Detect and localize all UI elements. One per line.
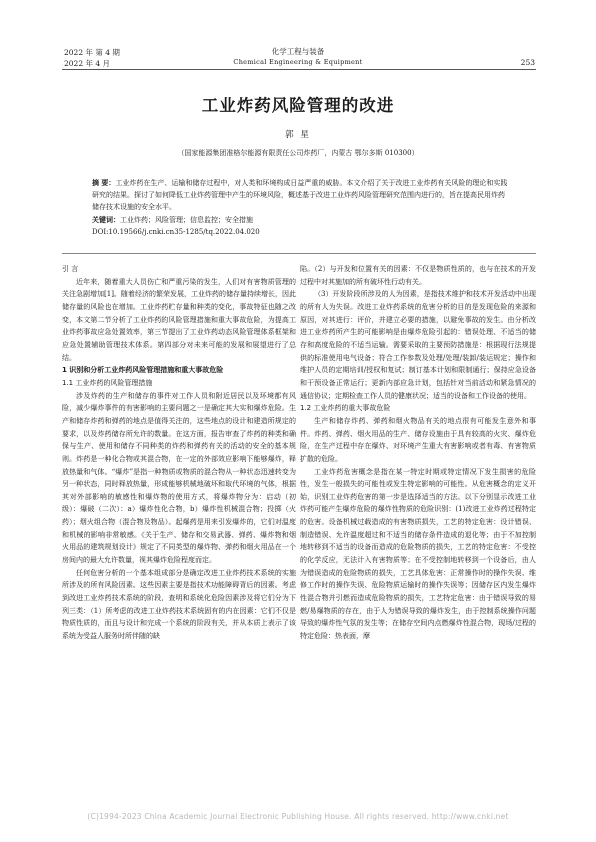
journal-name-cn: 化学工程与装备	[271, 47, 325, 56]
doi-link[interactable]: DOI:10.19566/j.cnki.cn35-1285/tq.2022.04.020	[92, 227, 260, 236]
article-author: 郭 星	[285, 130, 311, 140]
abstract-label: 摘 要：	[92, 179, 116, 187]
running-header	[0, 0, 596, 72]
abstract-text: 工业炸药在生产、运输和储存过程中，对人类和环境构成日益严重的威胁。本文介绍了关于改进工业炸药有关风险的理论和实践研究的结果。探讨了如何降低工业炸药管理中产生的环境风险，概述基于改进工业炸药风险管理研究范围内进行的，旨在提高民用炸药储存技术设施的安全水平。	[92, 179, 508, 212]
continued-paragraph: 陷。（2）与开发和位置有关的因素：不仅是物质性质的，也与在技术的开发过程中对其施加的所有破坏性行动有关。	[300, 265, 536, 286]
page-number: 253	[520, 58, 535, 67]
keywords-label: 关键词：	[92, 215, 120, 224]
section-1-2-paragraph-1: 生产和储存炸药、弹药和烟火物品有关的地点很有可能发生意外和事件。炸药、弹药、烟火用品的生产、储存设施由于具有较高的火灾、爆炸危险，在生产过程中存在爆炸、对环境产生重大有害影响或者有毒、有害物质扩散的危险。	[300, 416, 536, 463]
keywords-text: 工业炸药；风险管理；信息监控；安全措施	[120, 215, 253, 224]
abstract-block	[92, 177, 508, 238]
author-affiliation: （国家能源集团准格尔能源有限责任公司炸药厂，内蒙古 鄂尔多斯 010300）	[177, 149, 419, 157]
section-1-1-paragraph-1: 涉及炸药的生产和储存的事件对工作人员和附近居民以及环境都有风险，减少爆炸事件的有害影响的主要问题之一是确定其大实和爆炸危险。生产和储存炸药和弹药的地点是值得关注的，这些地点的设计和建造所规定的要求，以及炸药储存所允许的数量。在这方面，报告审查了炸药的种类和确保与生产、使用和储存不同种类的炸药和弹药有关的活动的安全的基本规则。炸药是一种化合物或其混合物，在一定的外部效应影响下能够爆炸，释放热量和气体。“爆炸”是指一种物质或物质的混合物从一种状态迅速转变为另一种状态，同时释放热量，形成能够机械地破坏和取代环境的气体，根据其对外部影响的敏感性和爆炸物的使用方式，将爆炸物分为：启动（初级）：爆破（二次）：a）爆炸性化合物，b）爆炸性机械混合物；投掷（火药）；烟火组合物（混合物及物品）。起爆药是用来引发爆炸的，它们对温度和机械的影响非常敏感。《关于生产、储存和交易武器、弹药、爆炸物和烟火用品的建筑规划设计》规定了不同类型的爆炸物、弹药和烟火用品在一个房间内的最大允许数量，视其爆炸危险程度而定。	[62, 391, 296, 565]
abstract-divider	[62, 253, 536, 254]
left-column	[62, 263, 296, 643]
keywords	[92, 214, 508, 226]
section-1-2-paragraph-2: 工业炸药危害概念是指在某一特定时期或特定情况下发生损害的危险性，发生一般损失的可能性或发生特定影响的可能性。从危害概念的定义开始，识别工业炸药危害的第一步是选择适当的方法。以下分别显示改进工业炸药可能产生爆炸危险的爆炸性物质的危险识别：(1)改进工业炸药过程特定的危害。设备机械过载造成的有害物质损失，工艺的特定危害：设计错误、制造错误、允许温度超过和不适当的储存条件造成的退化等；由于不加控制地转移到不适当的设备而造成的危险物质的损失，工艺的特定危害：不受控的化学反应，无法计入有害物质等；在不受控制地转移到一个设备后，由人为错误造成的危险物质的损失，工艺具体危害：正常操作时的操作失误、维修工作时的操作失误、危险物质运输时的操作失误等；因储存区内发生爆炸性混合物并引燃而造成危险物质的损失，工艺特定危害：由于错误导致的易燃/易爆物质的存在，由于人为错误导致的爆炸发生，由于控制系统操作问题导致的爆炸性气氛的发生等；在储存空间内点燃爆炸性混合物，现场/过程的特定危险：热表面，摩	[300, 467, 536, 641]
hazard-analysis-paragraph: （3）开发阶段所涉及的人为因素，是指技术维护和技术开发活动中出现的所有人为失误。改进工业炸药系统的危害分析的目的是发现危险的来源和原因，对其进行：评价，并建立必要的措施，以避免事故的发生。由分析改进工业炸药所产生的可能影响是由爆炸危险引起的：错误处理、不适当的储存和高度危险的不适当运输。需要采取的主要预防措施是：根据现行法规提供的标准使用电气设备；符合工作参数及处理/处理/装卸/装运规定；操作和维护人员的定期培训/授权和复试；制订基本计划和限制通行；保持应急设备和干预设备正常运行；更新内部应急计划，包括针对当前活动和紧急情况的通信协议；定期检查工作人员的健康状况；适当的设备和工作设备的使用。	[300, 290, 536, 400]
issue-date: 2022 年 4 月	[64, 59, 111, 68]
intro-heading: 引 言	[62, 265, 79, 273]
copyright-footer: (C)1994-2023 China Academic Journal Electronic Publishing House. All rights reserved. http://www.cnki.net	[87, 812, 509, 821]
intro-paragraph: 近年来，随着重大人员伤亡和严重污染的发生，人们对有害物质管理的关注急剧增加[1]。随着经济的繁荣发展，工业炸药的储存量持续增长，因此储存量的风险也在增加。工业炸药贮存量和种类的变化，事故特征也随之改变，本文第二节分析了工业炸药的风险管理措施和重大事故危险，为提高工业炸药事故应急处置效率，第三节提出了工业炸药动态风险管理体系框架和应急处置辅助管理技术体系。第四部分对未来可能的发展和展望进行了总结。	[62, 277, 296, 362]
right-column	[300, 263, 536, 643]
section-1-1-paragraph-2: 任何危害分析的一个基本组成部分是确定改进工业炸药技术系统的实施所涉及的所有风险因素。这些因素主要是指技术功能障碍背后的因素。考虑到改进工业炸药技术系统的阶段，查明和系统化危险因素涉及将它们分为下列三类：（1）所考虑的改进工业炸药技术系统固有的内在因素：它们不仅是物质性质的，而且与设计和完成一个系统的阶段有关，并从本质上表示了该系统为受益人服务时所伴随的缺	[62, 568, 296, 641]
header-rule	[62, 69, 536, 70]
section-1-1-heading: 1.1 工业炸药的风险管理措施	[62, 378, 153, 387]
abstract	[92, 177, 508, 214]
article-title: 工业炸药风险管理的改进	[201, 96, 395, 115]
section-1-heading: 1 识别和分析工业炸药风险管理措施和重大事故危险	[62, 366, 224, 375]
issue-number: 2022 年 第 4 期	[64, 48, 120, 57]
section-1-2-heading: 1.2 工业炸药的重大事故危险	[300, 404, 391, 413]
journal-name-en: Chemical Engineering & Equipment	[233, 58, 363, 66]
